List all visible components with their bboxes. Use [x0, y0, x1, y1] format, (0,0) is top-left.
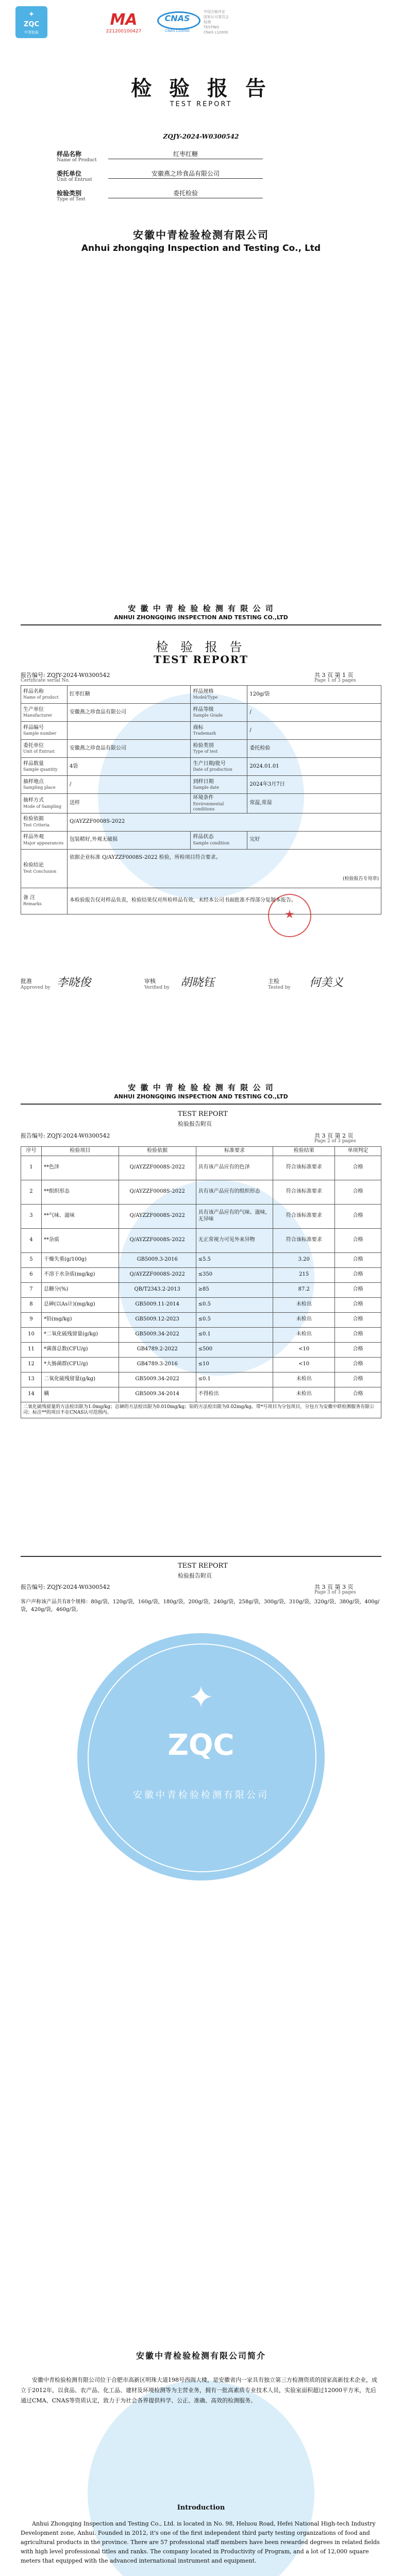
- results-cell: **色泽: [41, 1156, 119, 1180]
- results-cell: *二氧化硫残留量(g/kg): [41, 1327, 119, 1342]
- results-cell: GB5009.3-2016: [119, 1252, 196, 1267]
- page-info: 共 3 页 第 3 页: [314, 1584, 354, 1590]
- info-row: 检验依据 Test Criteria Q/AYZZF0008S-2022: [21, 813, 381, 831]
- results-table: [21, 1146, 381, 1418]
- info-row: 委托单位 Unit of Entrust 安徽燕之珍食品有限公司 检验类别 Type of test 委托检验: [21, 740, 381, 758]
- results-cell: 合格: [335, 1267, 381, 1282]
- info-value: 2024.01.01: [249, 763, 279, 769]
- large-watermark-seal: ✦ ZQC 安徽中青检验检测有限公司: [77, 1633, 325, 1880]
- results-cell: 合格: [335, 1204, 381, 1228]
- cover-field-row: 委托单位 Unit of Entrust 安徽燕之珍食品有限公司: [57, 169, 345, 189]
- results-cell: 8: [21, 1297, 42, 1312]
- cover-field-row: 样品名称 Name of Product 红枣红糖: [57, 149, 345, 169]
- signature-row: 批准 Approved by 李晓俊 审核 Verified by 胡晓钰 主检 Tested by 何美义: [21, 974, 381, 1005]
- results-cell: 合格: [335, 1297, 381, 1312]
- cover-title-en: TEST REPORT: [170, 100, 232, 108]
- note-row: [21, 1402, 381, 1418]
- report-no-en: Certificate serial No.: [21, 678, 70, 683]
- info-value: 委托检验: [249, 745, 271, 751]
- info-row: 样品编号 Sample number 商标 Trademark /: [21, 722, 381, 740]
- results-cell: 合格: [335, 1372, 381, 1387]
- results-cell: 无正常视力可见外来异物: [196, 1228, 273, 1252]
- remark-text: 本检验报告仅对样品负责，检验结果仅对所检样品有效，未经本公司书面批准不得部分复制本报告。: [69, 897, 296, 904]
- results-cell: 未检出: [273, 1387, 335, 1402]
- results-cell: ≤0.5: [196, 1297, 273, 1312]
- page-company-en: ANHUI ZHONGQING INSPECTION AND TESTING CO.,LTD: [114, 1093, 288, 1100]
- info-value: 常温,常湿: [249, 800, 272, 806]
- results-cell: 未检出: [273, 1372, 335, 1387]
- info-value: /: [69, 781, 72, 787]
- page-title-en: TEST REPORT: [178, 1562, 228, 1570]
- report-page-2: [0, 1082, 402, 1494]
- intro-cn-paragraph: 安徽中青检验检测有限公司位于合肥市高新区明珠大道198号西阁大楼，是安徽省内一家具有独立第三方检测资质的国家高新技术企业，成立于2012年，以食品、农产品、化工品、建材及环境检测等为主营业务，拥有一批高素质专业技术人员，实验室面积超过12000平方米，先后通过CMA、CNAS等资质认定，致力于为社会各界提供科学、公正、准确、高效的检测服务。: [21, 2377, 377, 2404]
- cover-company-cn: 安徽中青检验检测有限公司: [133, 229, 269, 241]
- results-cell: 具有该产品应有的组织形态: [196, 1180, 273, 1204]
- cover-report-no: ZQJY-2024-W0300542: [163, 133, 239, 140]
- report-info-table: [21, 685, 381, 914]
- info-row: 样品名称 Name of product 红枣红糖 样品规格 Model/Type 120g/袋: [21, 686, 381, 704]
- results-row: [21, 1282, 381, 1297]
- results-cell: 符合该标准要求: [273, 1156, 335, 1180]
- red-stamp: ★: [268, 894, 311, 937]
- results-row: [21, 1342, 381, 1357]
- results-cell: 二氧化硫残留量(g/kg): [41, 1372, 119, 1387]
- results-cell: 符合该标准要求: [273, 1228, 335, 1252]
- results-cell: 11: [21, 1342, 42, 1357]
- info-row: 样品数量 Sample quantity 4袋 生产日期/批号 Date of production 2024.01.01: [21, 758, 381, 776]
- signature-approved: 李晓俊: [57, 976, 91, 989]
- results-cell: 5: [21, 1252, 42, 1267]
- results-cell: 215: [273, 1267, 335, 1282]
- results-cell: 合格: [335, 1327, 381, 1342]
- results-cell: 4: [21, 1228, 42, 1252]
- results-cell: 螨: [41, 1387, 119, 1402]
- results-cell: 87.2: [273, 1282, 335, 1297]
- results-cell: Q/AYZZF0008S-2022: [119, 1180, 196, 1204]
- results-header-row: 序号 检验项目 检验依据 标准要求 检验结果 单项判定: [21, 1147, 381, 1156]
- info-row: 抽样地点 Sampling place / 到样日期 Sample date 2024年3月7日: [21, 776, 381, 794]
- results-cell: 3.20: [273, 1252, 335, 1267]
- results-cell: 合格: [335, 1312, 381, 1327]
- page-info-en: Page 2 of 3 pages: [314, 1139, 356, 1144]
- cnas-logo: CNAS CNAS L10000: [157, 10, 197, 34]
- results-cell: 未检出: [273, 1297, 335, 1312]
- info-row: 生产单位 Manufacturer 安徽燕之珍食品有限公司 样品等级 Sample Grade /: [21, 704, 381, 722]
- results-cell: GB4789.2-2022: [119, 1342, 196, 1357]
- results-cell: 6: [21, 1267, 42, 1282]
- info-value: 包装精好,外观无破损: [69, 837, 118, 843]
- results-row: [21, 1327, 381, 1342]
- results-cell: **气味、滋味: [41, 1204, 119, 1228]
- info-row: 样品外观 Major appearances 包装精好,外观无破损 样品状态 Sample condition 完好: [21, 831, 381, 849]
- page-info: 共 3 页 第 2 页: [314, 1132, 354, 1139]
- spec-text: 客户声称该产品共有8个规格：80g/袋，120g/袋，160g/袋，180g/袋，200g/袋，240g/袋，258g/袋，300g/袋，310g/袋，320g/袋，380g/袋，400g/袋，420g/袋，460g/袋。: [21, 1599, 380, 1613]
- info-row: 抽样方式 Mode of Sampling 送样 环境条件 Environmental conditions 常温,常湿: [21, 794, 381, 814]
- results-cell: 合格: [335, 1387, 381, 1402]
- intro-en-paragraph-1: Anhui Zhongqing Inspection and Testing Co., Ltd. is located in No. 98, Heluou Road, Hefei National High-tech Industry Development zone, Anhui. Founded in 2012, it's one of the first independent third party testing organizations of food and agricultural products in the province. There are 57 professional staff members have been rewarded degrees in related fields with high level professional titles and ranks. The company located in Productivity of Program, and a lot of 12,000 square meters that equipped with the advanced international instrument and equipment.: [21, 2520, 380, 2564]
- results-cell: 10: [21, 1327, 42, 1342]
- cover-field-row: 检验类别 Type of Test 委托检验: [57, 189, 345, 208]
- results-cell: GB5009.34-2014: [119, 1387, 196, 1402]
- info-value: 2024年3月7日: [249, 781, 285, 787]
- stamp-label: (检验报告专用章): [342, 876, 379, 882]
- cnas-side-text: 中国合格评定 国家认可委员会 检测 TESTING CNAS L10000: [204, 10, 229, 35]
- report-no: 报告编号: ZQJY-2024-W0300542: [21, 1132, 110, 1139]
- results-cell: 干燥失重(g/100g): [41, 1252, 119, 1267]
- results-cell: ≤5.5: [196, 1252, 273, 1267]
- report-no: 报告编号: ZQJY-2024-W0300542: [21, 672, 110, 679]
- report-page-1: [0, 603, 402, 1041]
- remark-row: 备 注 Remarks 本检验报告仅对样品负责，检验结果仅对所检样品有效，未经本公司书面批准不得部分复制本报告。: [21, 888, 381, 914]
- info-value: 安徽燕之珍食品有限公司: [69, 709, 126, 715]
- results-cell: Q/AYZZF0008S-2022: [119, 1204, 196, 1228]
- results-row: [21, 1297, 381, 1312]
- results-cell: 合格: [335, 1357, 381, 1372]
- page-company-en: ANHUI ZHONGQING INSPECTION AND TESTING CO.,LTD: [114, 614, 288, 621]
- results-cell: 合格: [335, 1252, 381, 1267]
- cover-page: [0, 0, 402, 268]
- page-title-en: TEST REPORT: [178, 1110, 228, 1118]
- results-cell: 合格: [335, 1180, 381, 1204]
- info-value: 红枣红糖: [69, 691, 90, 697]
- results-cell: GB5009.34-2022: [119, 1372, 196, 1387]
- results-row: [21, 1372, 381, 1387]
- results-cell: 合格: [335, 1156, 381, 1180]
- results-row: [21, 1180, 381, 1204]
- results-cell: 总糖分(%): [41, 1282, 119, 1297]
- report-no: 报告编号: ZQJY-2024-W0300542: [21, 1584, 110, 1590]
- results-cell: Q/AYZZF0008S-2022: [119, 1228, 196, 1252]
- results-cell: 符合该标准要求: [273, 1180, 335, 1204]
- info-value: 120g/袋: [249, 691, 270, 697]
- page-info: 共 3 页 第 1 页: [314, 672, 354, 679]
- results-cell: 3: [21, 1204, 42, 1228]
- page-title-cn: 检验报告附页: [178, 1121, 212, 1127]
- results-cell: 1: [21, 1156, 42, 1180]
- watermark-ring-text: 安徽中青检验检测有限公司: [133, 1790, 269, 1801]
- results-cell: Q/AYZZF0008S-2022: [119, 1267, 196, 1282]
- results-cell: 合格: [335, 1342, 381, 1357]
- results-cell: 合格: [335, 1282, 381, 1297]
- info-value: Q/AYZZF0008S-2022: [69, 819, 125, 825]
- results-row: [21, 1357, 381, 1372]
- results-cell: 未检出: [273, 1312, 335, 1327]
- results-cell: *大肠菌群(CFU/g): [41, 1357, 119, 1372]
- results-cell: ≤0.1: [196, 1327, 273, 1342]
- results-cell: ≤500: [196, 1342, 273, 1357]
- signature-tested: 何美义: [309, 976, 344, 989]
- info-value: /: [249, 727, 252, 733]
- results-cell: ≤350: [196, 1267, 273, 1282]
- results-cell: *铅(mg/kg): [41, 1312, 119, 1327]
- info-value: 4袋: [69, 763, 78, 769]
- cover-company-en: Anhui zhongqing Inspection and Testing Co., Ltd: [81, 243, 321, 253]
- watermark-zqc: ZQC: [167, 1728, 234, 1762]
- page-company-cn: 安 徽 中 青 检 验 检 测 有 限 公 司: [128, 1083, 274, 1092]
- results-cell: 13: [21, 1372, 42, 1387]
- results-cell: GB5009.11-2014: [119, 1297, 196, 1312]
- cover-title-cn: 检 验 报 告: [131, 76, 271, 100]
- info-value: /: [249, 709, 252, 715]
- conclusion-row: 检验结论 Test Conclusion 依据企业标准 Q/AYZZF0008S-2022 检验，所检项目符合要求。 (检验报告专用章): [21, 849, 381, 888]
- results-row: [21, 1267, 381, 1282]
- company-intro: [0, 2349, 402, 2576]
- results-cell: **组织形态: [41, 1180, 119, 1204]
- results-row: [21, 1204, 381, 1228]
- results-cell: <10: [273, 1342, 335, 1357]
- results-cell: **杂质: [41, 1228, 119, 1252]
- report-page-3: [0, 1556, 402, 1917]
- results-cell: 9: [21, 1312, 42, 1327]
- results-cell: 12: [21, 1357, 42, 1372]
- info-value: 完好: [249, 837, 260, 843]
- results-cell: 不得检出: [196, 1387, 273, 1402]
- results-cell: 2: [21, 1180, 42, 1204]
- results-cell: 合格: [335, 1228, 381, 1252]
- results-cell: 14: [21, 1387, 42, 1402]
- cover-fields: [57, 149, 345, 208]
- page-company-cn: 安 徽 中 青 检 验 检 测 有 限 公 司: [128, 604, 274, 613]
- page-title-cn: 检验报告附页: [178, 1572, 212, 1579]
- intro-label: Introduction: [177, 2504, 225, 2512]
- results-cell: 具有该产品应有的气味、滋味,无异味: [196, 1204, 273, 1228]
- results-cell: 7: [21, 1282, 42, 1297]
- page-info-en: Page 3 of 3 pages: [314, 1590, 356, 1595]
- results-row: [21, 1252, 381, 1267]
- results-cell: 总砷(以As计)(mg/kg): [41, 1297, 119, 1312]
- results-cell: GB5009.12-2023: [119, 1312, 196, 1327]
- results-cell: QB/T2343.2-2013: [119, 1282, 196, 1297]
- results-cell: <10: [273, 1357, 335, 1372]
- results-cell: ≤10: [196, 1357, 273, 1372]
- results-cell: 未检出: [273, 1327, 335, 1342]
- results-cell: ≤0.1: [196, 1372, 273, 1387]
- page-title-en: TEST REPORT: [154, 653, 248, 666]
- results-cell: Q/AYZZF0008S-2022: [119, 1156, 196, 1180]
- results-cell: 不溶于水杂质(mg/kg): [41, 1267, 119, 1282]
- page-title-cn: 检 验 报 告: [156, 640, 246, 654]
- results-cell: 具有该产品应有的色泽: [196, 1156, 273, 1180]
- info-value: 安徽燕之珍食品有限公司: [69, 745, 126, 751]
- results-cell: GB5009.34-2022: [119, 1327, 196, 1342]
- intro-heading: 安徽中青检验检测有限公司简介: [136, 2351, 266, 2361]
- results-row: [21, 1228, 381, 1252]
- results-cell: ≤0.5: [196, 1312, 273, 1327]
- page-info-en: Page 1 of 3 pages: [314, 678, 356, 683]
- results-cell: GB4789.3-2016: [119, 1357, 196, 1372]
- results-row: [21, 1156, 381, 1180]
- results-row: [21, 1312, 381, 1327]
- results-row: [21, 1387, 381, 1402]
- signature-verified: 胡晓钰: [180, 976, 215, 989]
- conclusion-text: 依据企业标准 Q/AYZZF0008S-2022 检验，所检项目符合要求。: [69, 854, 221, 860]
- cma-logo: MA 221200100427: [106, 11, 142, 34]
- results-note: 二氧化硫残留量的方法检出限为1.0mg/kg；总砷的方法检出限为0.010mg/kg；铅的方法检出限为0.02mg/kg。带*号项目为分包项目，分包方为安徽中联检测服务有限公司；标注**的项目不在CNAS认可范围内。: [21, 1402, 381, 1418]
- results-cell: *菌落总数(CFU/g): [41, 1342, 119, 1357]
- info-value: 送样: [69, 800, 80, 806]
- results-cell: ≥85: [196, 1282, 273, 1297]
- zqc-logo: ✦ ZQC 中青检验: [15, 6, 47, 38]
- results-cell: 符合该标准要求: [273, 1204, 335, 1228]
